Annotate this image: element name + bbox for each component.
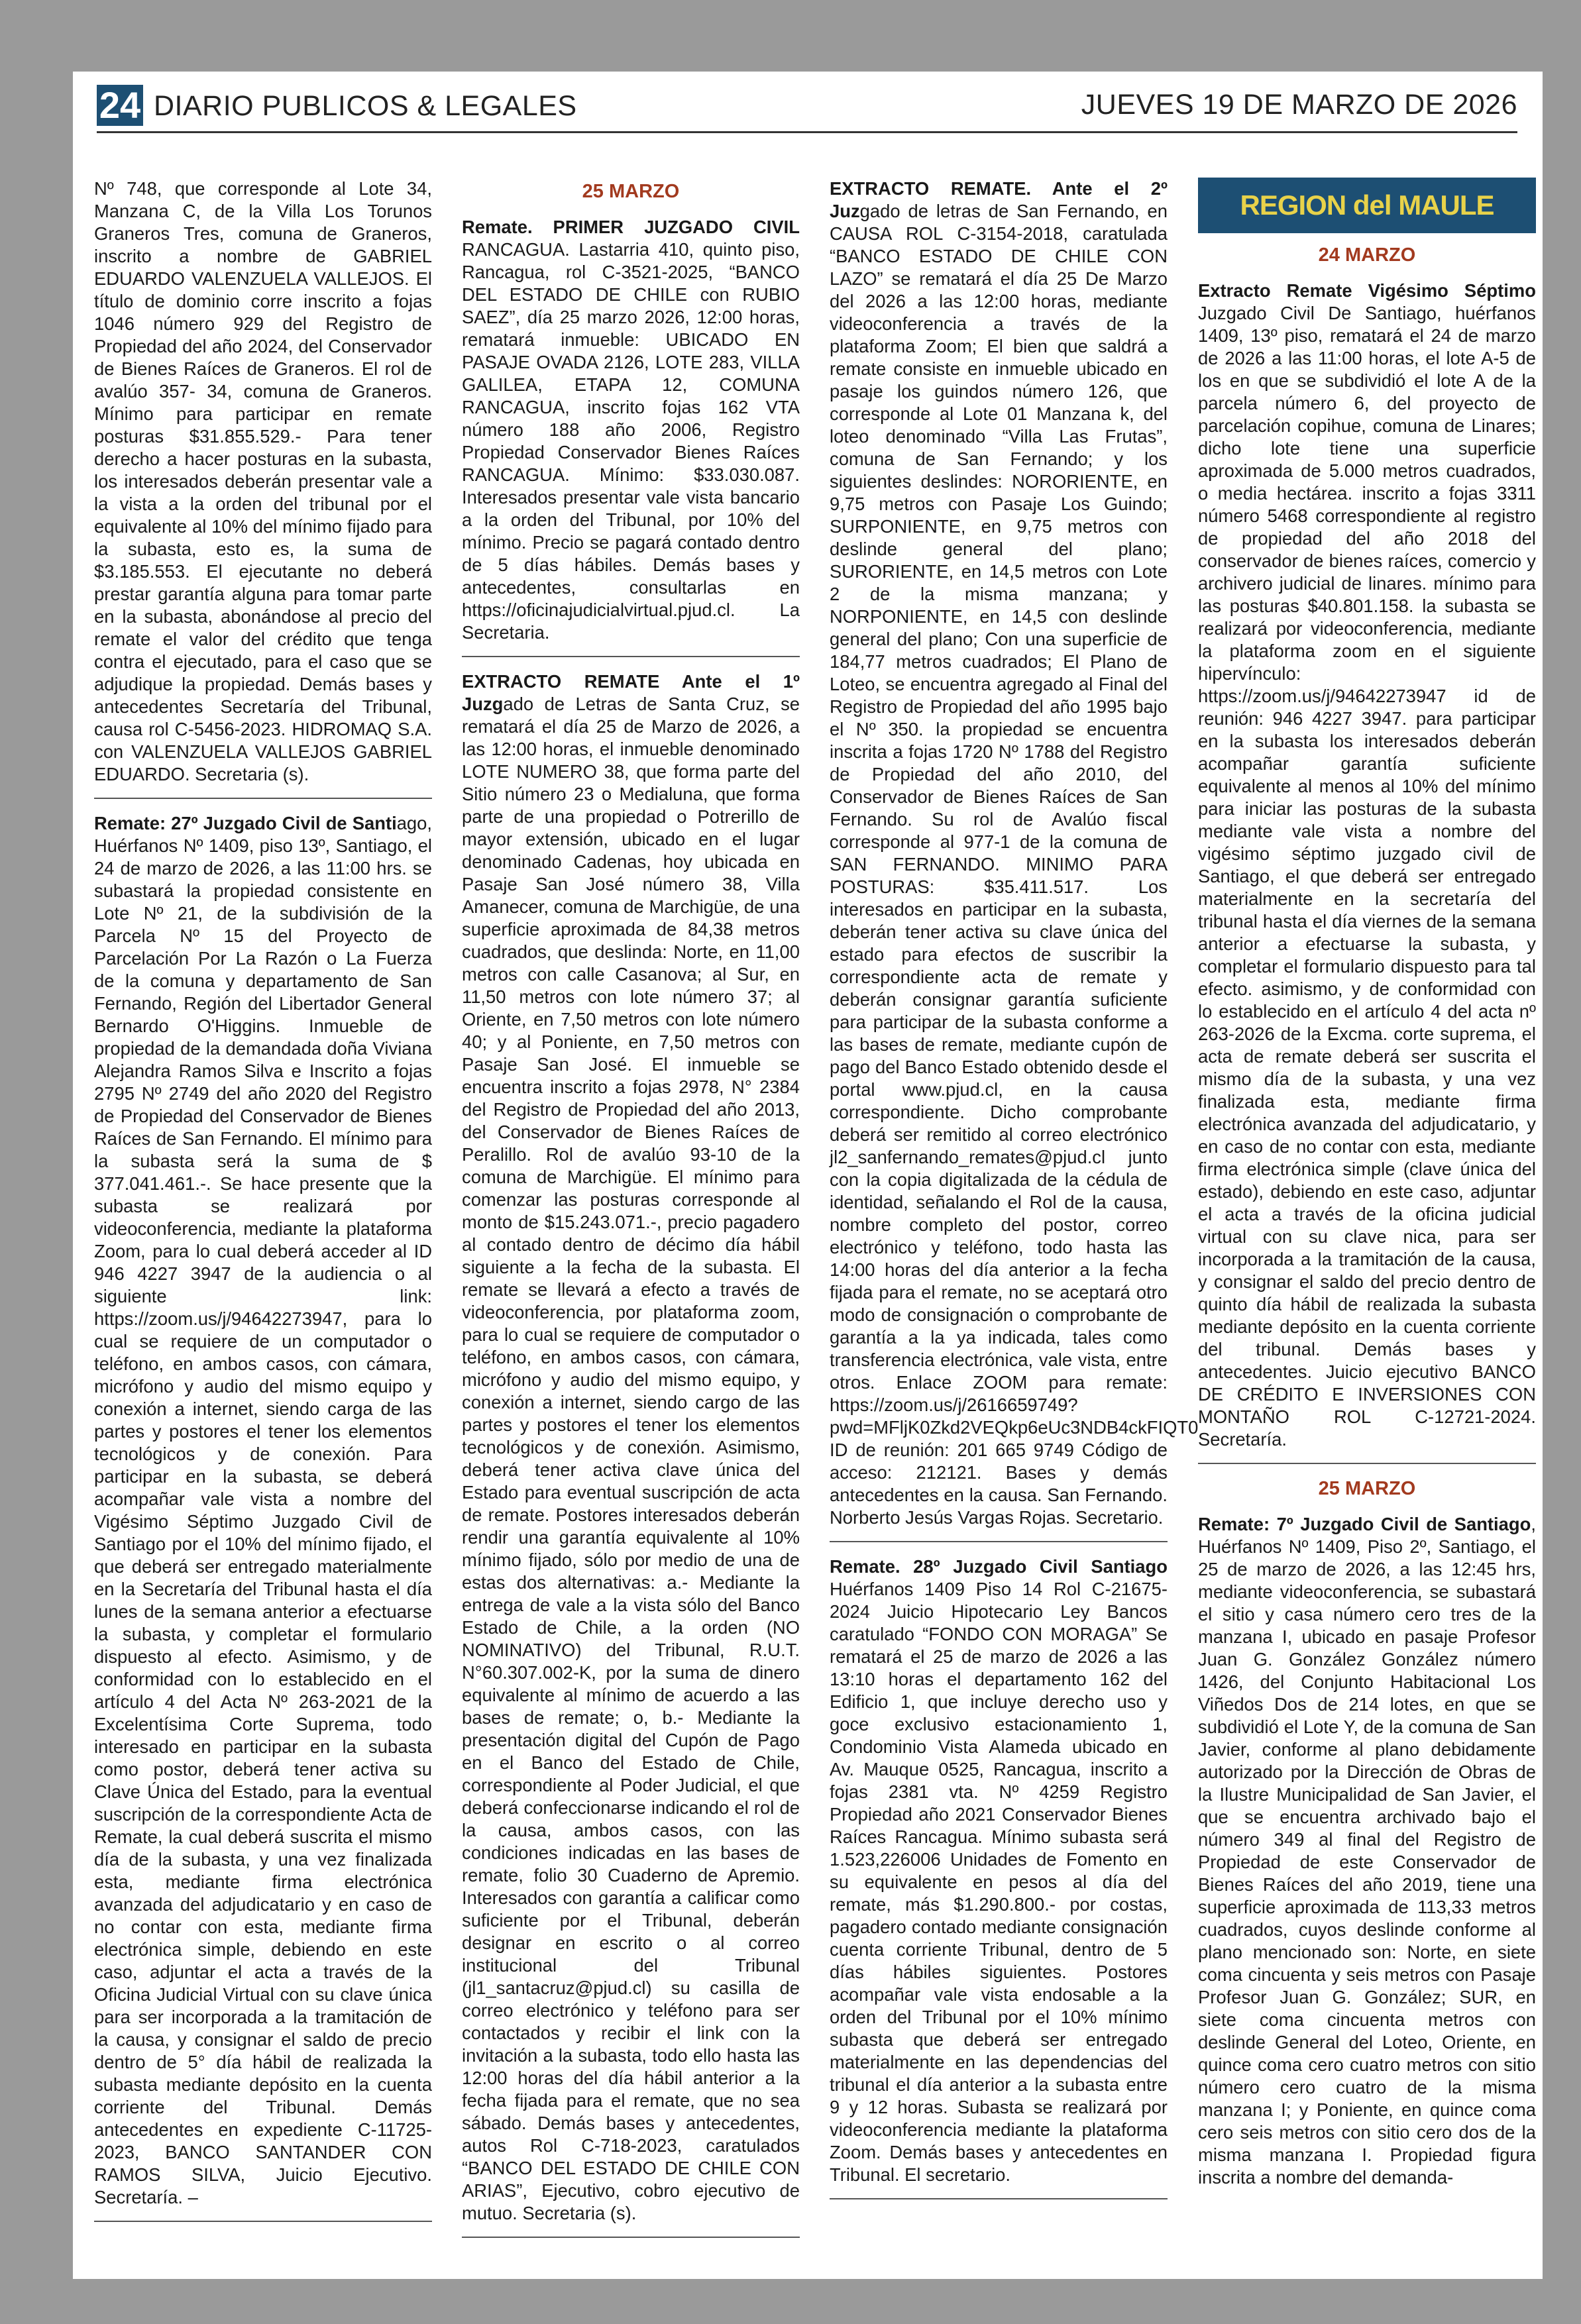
section-date: 25 MARZO <box>582 181 680 202</box>
section-date: 25 MARZO <box>1318 1478 1416 1499</box>
section-date: 24 MARZO <box>1318 244 1416 266</box>
page-number: 24 <box>97 85 143 126</box>
notice-lead: EXTRACTO REMATE Ante el 1º Juzg <box>462 671 800 714</box>
notice-text: Juzgado Civil De Santiago, huérfanos 1409, 13º piso, rematará el 24 de marzo de 2026 a las 11:00 horas, el lote A-5 de los en que se subdividió el lote A de la parcela número 6, del proyecto de parcelación copihue, comuna de Linares; dicho lote tiene una superficie aproximada de 5.000 metros cuadrados, o media hectárea. inscrito a fojas 3311 número 5468 correspondiente al registro de propiedad del año 2018 del conservador de bienes raíces, comercio y archivero judicial de linares. mínimo para las posturas $40.801.158. la subasta se realizará por videoconferencia, mediante la plataforma zoom en el siguiente hipervínculo: https://zoom.us/j/94642273947 id de reunión: 946 4227 3947. para participar en la subasta los interesados deberán acompañar garantía suficiente equivalente al menos al 10% del mínimo para iniciar las posturas de la subasta mediante vale vista a nombre del vigésimo séptimo juzgado civil de Santiago, el que deberá ser entregado materialmente en la secretaría del tribunal hasta el día viernes de la semana anterior a efectuarse la subasta, y completar el formulario dispuesto para tal efecto. asimismo, y de conformidad con lo establecido en el artículo 4 del acta nº 263-2026 de la Excma. corte suprema, el acta de remate deberá ser suscrita el mismo día de la subasta, y una vez finalizada esta, mediante firma electrónica avanzada del adjudicatario, y en caso de no contar con esta, mediante firma electrónica simple (clave única del estado), debiendo en este caso, adjuntar el acta a través de la oficina judicial virtual con su clave nica, para ser incorporada a la tramitación de la causa, y consignar el saldo del precio dentro de quinto día hábil de realizada la subasta mediante depósito en la cuenta corriente del tribunal. Demás bases y antecedentes. Juicio ejecutivo BANCO DE CRÉDITO E INVERSIONES CON MONTAÑO ROL C-12721-2024. Secretaría. <box>1198 303 1536 1450</box>
notice <box>94 812 432 2209</box>
notice-text: ado de Letras de Santa Cruz, se rematará el día 25 de Marzo de 2026, a las 12:00 horas, el inmueble denominado LOTE NUMERO 38, que forma parte del Sitio número 23 o Medialuna, que forma parte de una propiedad o Potrerillo de mayor extensión, ubicado en el lugar denominado Cadenas, hoy ubicada en Pasaje San José número 38, Villa Amanecer, comuna de Marchigüe, de una superficie aproximada de 84,38 metros cuadrados, que deslinda: Norte, en 11,00 metros con calle Casanova; al Sur, en 11,50 metros con lote número 37; al Oriente, en 7,50 metros con lote número 40; y al Poniente, en 7,50 metros con Pasaje San José. El inmueble se encuentra inscrito a fojas 2978, N° 2384 del Registro de Propiedad del año 2013, del Conservador de Bienes Raíces de Peralillo. Rol de avalúo 93-10 de la comuna de Marchigüe. El mínimo para comenzar las posturas corresponde al monto de $15.243.071.-, precio pagadero al contado dentro de décimo día hábil siguiente a la fecha de la subasta. El remate se llevará a efecto a través de videoconferencia, por plataforma zoom, para lo cual se requiere de computador o teléfono, en ambos casos, con cámara, micrófono y audio del mismo equipo, y conexión a internet, siendo cargo de las partes y postores el tener los elementos tecnológicos y de conexión. Asimismo, deberá tener activa clave única del Estado para eventual suscripción de acta de remate. Postores interesados deberán rendir una garantía equivalente al 10% mínimo fijado, sólo por medio de una de estas dos alternativas: a.- Mediante la entrega de vale a la vista sólo del Banco Estado de Chile, a la orden (NO NOMINATIVO) del Tribunal, R.U.T. N°60.307.002-K, por la suma de dinero equivalente al mínimo de acuerdo a las bases de remate; o, b.- Mediante la presentación digital del Cupón de Pago en el Banco del Estado de Chile, correspondiente al Poder Judicial, el que deberá confeccionarse indicando el rol de la causa, ambos casos, con las condiciones indicadas en las bases de remate, folio 30 Cuaderno de Apremio. Interesados con garantía a calificar como suficiente por el Tribunal, deberán designar en escrito o al correo institucional del Tribunal (jl1_santacruz@pjud.cl) su casilla de correo electrónico y teléfono para ser contactados y recibir el link con la invitación a la subasta, todo ello hasta las 12:00 horas del día hábil anterior a la fecha fijada para el remate, que no sea sábado. Demás bases y antecedentes, autos Rol C-718-2023, caratulados “BANCO DEL ESTADO DE CHILE CON ARIAS”, Ejecutivo, cobro ejecutivo de mutuo. Secretaria (s). <box>462 694 800 2223</box>
divider <box>462 656 800 657</box>
notice-lead: Remate: 27º Juzgado Civil de Santi <box>94 813 397 833</box>
divider <box>1198 1463 1536 1464</box>
notice <box>1198 1513 1536 2189</box>
notice-text: ago, Huérfanos Nº 1409, piso 13º, Santiago, el 24 de marzo de 2026, a las 11:00 hrs. se subastará la propiedad consistente en Lote Nº 21, de la subdivisión de la Parcela Nº 15 del Proyecto de Parcelación Por La Razón o La Fuerza de la comuna y departamento de San Fernando, Región del Libertador General Bernardo O'Higgins. Inmueble de propiedad de la demandada doña Viviana Alejandra Ramos Silva e Inscrito a fojas 2795 Nº 2749 del año 2020 del Registro de Propiedad del Conservador de Bienes Raíces de San Fernando. El mínimo para la subasta será la suma de $ 377.041.461.-. Se hace presente que la subasta se realizará por videoconferencia, mediante la plataforma Zoom, para lo cual deberá acceder al ID 946 4227 3947 de la audiencia o al siguiente link: https://zoom.us/j/94642273947, para lo cual se requiere de un computador o teléfono, en ambos casos, con cámara, micrófono y audio del mismo equipo y conexión a internet, siendo carga de las partes y postores el tener los elementos tecnológicos y de conexión. Para participar en la subasta, se deberá acompañar vale vista a nombre del Vigésimo Séptimo Juzgado Civil de Santiago por el 10% del mínimo fijado, el que deberá ser entregado materialmente en la Secretaría del Tribunal hasta el día lunes de la semana anterior a efectuarse la subasta, y completar el formulario dispuesto al efecto. Asimismo, y de conformidad con lo establecido en el artículo 4 del Acta Nº 263-2021 de la Excelentísima Corte Suprema, todo interesado en participar en la subasta como postor, deberá tener activa su Clave Única del Estado, para la eventual suscripción de la correspondiente Acta de Remate, la cual deberá suscrita el mismo día de la subasta, y una vez finalizada esta, mediante firma electrónica avanzada del adjudicatario y en caso de no contar con esta, mediante firma electrónica simple, debiendo en este caso, adjuntar el acta a través de la Oficina Judicial Virtual con su clave única para ser incorporada a la tramitación de la causa, y consignar el saldo de precio dentro de 5° día hábil de realizada la subasta mediante depósito en la cuenta corriente del Tribunal. Demás antecedentes en expediente C-11725-2023, BANCO SANTANDER CON RAMOS SILVA, Juicio Ejecutivo. Secretaría. – <box>94 813 432 2207</box>
notice-lead: Remate. PRIMER JUZGADO CIVIL <box>462 217 800 237</box>
region-banner: REGION del MAULE <box>1198 178 1536 233</box>
notice <box>462 216 800 644</box>
column-4 <box>1198 178 1536 2198</box>
notice-continued <box>94 178 432 786</box>
divider <box>462 2237 800 2238</box>
divider <box>94 2221 432 2222</box>
notice-lead: Remate: 7º Juzgado Civil de Santiago <box>1198 1514 1531 1534</box>
page-header <box>97 85 1517 133</box>
notice <box>1198 280 1536 1451</box>
notice-text: RANCAGUA. Lastarria 410, quinto piso, Rancagua, rol C-3521-2025, “BANCO DEL ESTADO DE CHILE con RUBIO SAEZ”, día 25 marzo 2026, 12:00 horas, rematará inmueble: UBICADO EN PASAJE OVADA 2126, LOTE 283, VILLA GALILEA, ETAPA 12, COMUNA RANCAGUA, inscrito fojas 162 VTA número 188 año 2006, Registro Propiedad Conservador Bienes Raíces RANCAGUA. Mínimo: $33.030.087. Interesados presentar vale vista bancario a la orden del Tribunal, por 10% del mínimo. Precio se pagará contado dentro de 5 días hábiles. Demás bases y antecedentes, consultarlas en https://oficinajudicialvirtual.pjud.cl. La Secretaria. <box>462 239 800 643</box>
column-1 <box>94 178 432 2235</box>
divider <box>94 798 432 799</box>
notice-lead: Remate. 28º Juzgado Civil Santiago <box>830 1556 1168 1577</box>
newspaper-page <box>73 72 1543 2279</box>
divider <box>830 1541 1168 1542</box>
notice <box>830 1556 1168 2186</box>
notice-text: Huérfanos 1409 Piso 14 Rol C-21675-2024 Juicio Hipotecario Ley Bancos caratulado “FONDO CON MORAGA” Se rematará el 25 de marzo de 2026 a las 13:10 horas el departamento 162 del Edificio 1, que incluye derecho uso y goce exclusivo estacionamiento 1, Condominio Vista Alameda ubicado en Av. Mauque 0525, Rancagua, inscrito a fojas 2381 vta. Nº 4259 Registro Propiedad año 2021 Conservador Bienes Raíces Rancagua. Mínimo subasta será 1.523,226006 Unidades de Fomento en su equivalente en pesos al día del remate, más $1.290.800.- por costas, pagadero contado mediante consignación cuenta corriente Tribunal, dentro de 5 días hábiles siguientes. Postores acompañar vale vista endosable a la orden del Tribunal por el 10% mínimo subasta que deberá ser entregado materialmente en las dependencias del tribunal el día anterior a la subasta entre 9 y 12 horas. Subasta se realizará por videoconferencia mediante la plataforma Zoom. Demás bases y antecedentes en Tribunal. El secretario. <box>830 1579 1168 2185</box>
notice-text: , Huérfanos Nº 1409, Piso 2º, Santiago, el 25 de marzo de 2026, a las 12:45 hrs, mediante videoconferencia, se subastará el sitio y casa número cero tres de la manzana I, ubicado en pasaje Profesor Juan G. González González número 1426, del Conjunto Habitacional Los Viñedos Dos de 214 lotes, en que se subdividió el Lote Y, de la comuna de San Javier, conforme al plano debidamente autorizado por la Dirección de Obras de la Ilustre Municipalidad de San Javier, el que se encuentra archivado bajo el número 349 al final del Registro de Propiedad de este Conservador de Bienes Raíces del año 2019, tiene una superficie aproximada de 113,33 metros cuadrados, cuyos deslinde conforme al plano mencionado son: Norte, en siete coma cincuenta y seis metros con Pasaje Profesor Juan G. González; SUR, en siete coma cincuenta metros con deslinde General del Loteo, Oriente, en quince coma cero cuatro metros con sitio número cero cuatro de la misma manzana I; y Poniente, en quince coma cero seis metros con sitio cero dos de la misma manzana I. Propiedad figura inscrita a nombre del demanda- <box>1198 1514 1536 2188</box>
notice <box>830 178 1199 1529</box>
notice <box>462 670 800 2225</box>
notice-lead: EXTRACTO REMATE. Ante el 2º Juz <box>830 178 1168 221</box>
notice-lead: Extracto Remate Vigésimo Séptimo <box>1198 280 1536 301</box>
notice-text: gado de letras de San Fernando, en CAUSA ROL C-3154-2018, caratulada “BANCO ESTADO DE CHILE CON LAZO” se rematará el día 25 De Marzo del 2026 a las 12:00 horas, mediante videoconferencia a través de la plataforma Zoom; El bien que saldrá a remate consiste en inmueble ubicado en pasaje los guindos número 126, que corresponde al Lote 01 Manzana k, del loteo denominado “Villa Las Frutas”, comuna de San Fernando; y los siguientes deslindes: NORORIENTE, en 9,75 metros con Pasaje Los Guindo; SURPONIENTE, en 9,75 metros con deslinde general del plano; SURORIENTE, en 14,5 metros con Lote 2 de la misma manzana; y NORPONIENTE, en 14,5 con deslinde general del plano; Con una superficie de 184,77 metros cuadrados; El Plano de Loteo, se encuentra agregado al Final del Registro de Propiedad del año 1995 bajo el Nº 350. la propiedad se encuentra inscrita a fojas 1720 Nº 1788 del Registro de Propiedad del año 2010, del Conservador de Bienes Raíces de San Fernando. Su rol de Avalúo fiscal corresponde al 977-1 de la comuna de SAN FERNANDO. MINIMO PARA POSTURAS: $35.411.517. Los interesados en participar en la subasta, deberán tener activa su clave única del estado para efectos de suscribir la correspondiente acta de remate y deberán consignar garantía suficiente para participar de la subasta conforme a las bases de remate, mediante cupón de pago del Banco Estado obtenido desde el portal www.pjud.cl, en la causa correspondiente. Dicho comprobante deberá ser remitido al correo electrónico jl2_sanfernando_remates@pjud.cl junto con la copia digitalizada de la cédula de identidad, señalando el Rol de la causa, nombre completo del postor, correo electrónico y teléfono, todo hasta las 14:00 horas del día anterior a la fecha fijada para el remate, no se aceptará otro modo de consignación o comprobante de garantía a la ya indicada, tales como transferencia electrónica, vale vista, entre otros. Enlace ZOOM para remate: https://zoom.us/j/2616659749?pwd=MFljK0Zkd2VEQkp6eUc3NDB4ckFIQT0 ID de reunión: 201 665 9749 Código de acceso: 212121. Bases y demás antecedentes en la causa. San Fernando. Norberto Jesús Vargas Rojas. Secretario. <box>830 201 1199 1528</box>
column-2 <box>462 178 800 2251</box>
divider <box>830 2198 1168 2199</box>
issue-date: JUEVES 19 DE MARZO DE 2026 <box>1081 89 1517 121</box>
column-3 <box>830 178 1199 2213</box>
notice-text: Nº 748, que corresponde al Lote 34, Manzana C, de la Villa Los Torunos Graneros Tres, comuna de Graneros, inscrito a nombre de GABRIEL EDUARDO VALENZUELA VALLEJOS. El título de dominio corre inscrito a fojas 1046 número 929 del Registro de Propiedad del año 2024, del Conservador de Bienes Raíces de Graneros. El rol de avalúo 357- 34, comuna de Graneros. Mínimo para participar en remate posturas $31.855.529.- Para tener derecho a hacer posturas en la subasta, los interesados deberán presentar vale a la vista a la orden del tribunal por el equivalente al 10% del mínimo fijado para la subasta, esto es, la suma de $3.185.553. El ejecutante no deberá prestar garantía alguna para tomar parte en la subasta, abonándose al precio del remate el valor del crédito que tenga contra el ejecutado, para el caso que se adjudique la propiedad. Demás bases y antecedentes Secretaría del Tribunal, causa rol C-5456-2023. HIDROMAQ S.A. con VALENZUELA VALLEJOS GABRIEL EDUARDO. Secretaria (s). <box>94 178 432 784</box>
publication-title: DIARIO PUBLICOS & LEGALES <box>154 90 577 122</box>
